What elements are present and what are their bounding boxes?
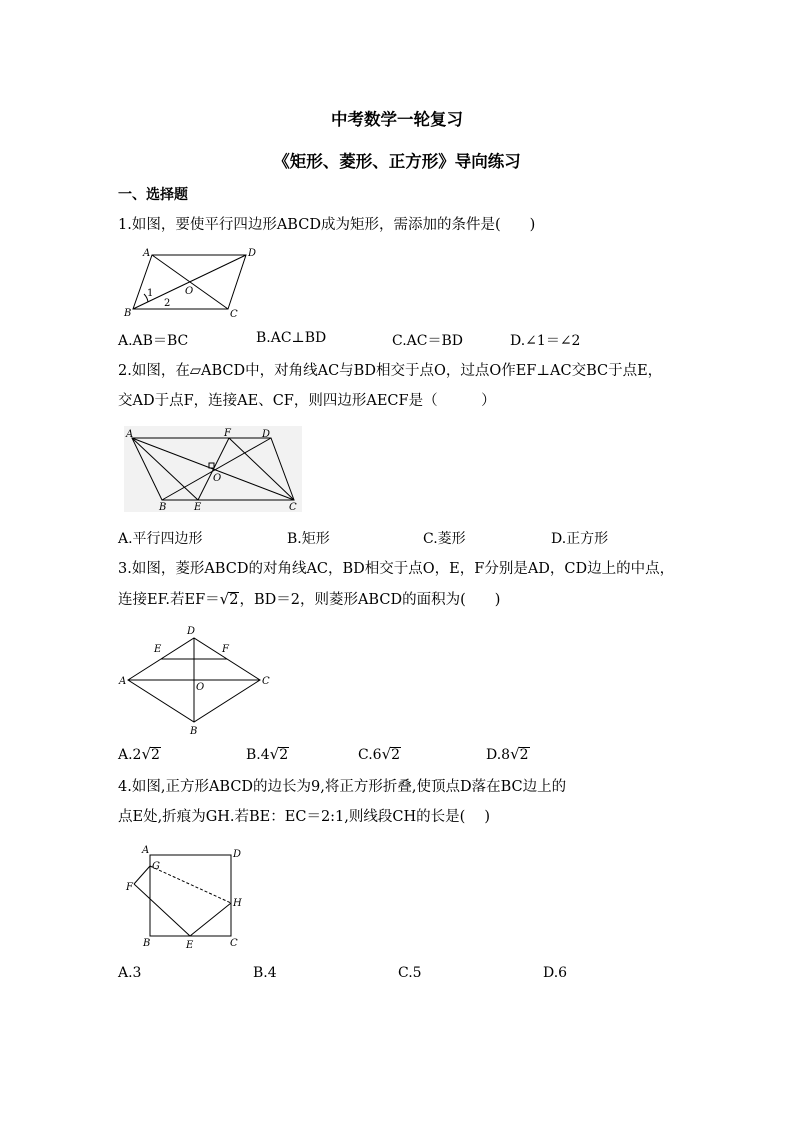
label-f: F — [224, 428, 231, 439]
label-a: A — [142, 845, 150, 856]
page-title: 中考数学一轮复习 — [331, 110, 463, 129]
segment-eh — [190, 903, 231, 936]
label-c: C — [230, 309, 238, 320]
label-h: H — [233, 898, 242, 909]
q3-line-2-end: ，BD＝2，则菱形ABCD的面积为( ) — [239, 592, 501, 608]
question-4-figure — [118, 842, 248, 954]
question-3-figure — [118, 624, 278, 736]
square-abcd — [150, 855, 231, 936]
label-c: C — [230, 938, 238, 949]
label-d: D — [248, 248, 257, 259]
label-e: E — [154, 644, 162, 655]
q4-option-d: D.6 — [543, 965, 568, 981]
question-4-line-2: 点E处,折痕为GH.若BE：EC＝2:1,则线段CH的长是( ) — [118, 809, 491, 825]
label-d: D — [262, 429, 271, 440]
q2-option-b: B.矩形 — [287, 531, 330, 547]
label-b: B — [143, 938, 151, 949]
q4-option-a: A.3 — [118, 965, 142, 981]
label-a: A — [119, 676, 127, 687]
label-b: B — [159, 502, 167, 513]
diagonal-bd — [133, 255, 246, 309]
question-3-line-2 — [118, 590, 500, 609]
q3-option-b-prefix: B.4 — [246, 747, 270, 763]
q1-option-d: D.∠1＝∠2 — [510, 333, 581, 349]
q3-option-b — [246, 745, 289, 763]
q3-option-b-radicand: 2 — [279, 747, 289, 763]
q3-option-d — [486, 745, 530, 763]
label-o: O — [196, 682, 205, 693]
page-subtitle: 《矩形、菱形、正方形》导向练习 — [273, 152, 521, 171]
label-1: 1 — [147, 288, 154, 299]
label-a: A — [126, 429, 134, 440]
segment-fe — [134, 884, 190, 936]
label-b: B — [190, 726, 198, 737]
q3-option-a-radicand: 2 — [151, 747, 160, 763]
question-4-line-1: 4.如图,正方形ABCD的边长为9,将正方形折叠,使顶点D落在BC边上的 — [118, 779, 567, 795]
label-d: D — [187, 626, 196, 637]
q4-option-b: B.4 — [253, 965, 277, 981]
label-e: E — [186, 940, 194, 951]
label-e: E — [194, 502, 202, 513]
q3-option-a-prefix: A.2 — [118, 747, 142, 763]
q1-option-a: A.AB＝BC — [118, 333, 189, 349]
question-3-line-1: 3.如图，菱形ABCD的对角线AC，BD相交于点O，E，F分别是AD，CD边上的中点， — [118, 561, 675, 577]
q3-option-d-radicand: 2 — [519, 747, 529, 763]
sqrt-symbol: √ — [141, 745, 152, 763]
label-b: B — [124, 308, 132, 319]
section-heading: 一、选择题 — [118, 187, 188, 203]
q1-option-c: C.AC＝BD — [392, 333, 463, 349]
q3-option-d-prefix: D.8 — [486, 747, 511, 763]
question-2-line-2: 交AD于点F，连接AE、CF，则四边形AECF是（ ） — [118, 393, 496, 409]
q3-option-c — [358, 745, 401, 763]
fold-line-gh — [150, 866, 231, 903]
question-1-text: 1.如图，要使平行四边形ABCD成为矩形，需添加的条件是( ) — [118, 217, 536, 233]
sqrt-radicand: 2 — [229, 592, 239, 608]
label-f: F — [222, 644, 229, 655]
q3-option-c-prefix: C.6 — [358, 747, 382, 763]
label-c: C — [262, 676, 270, 687]
label-g: G — [152, 861, 160, 872]
q4-option-c: C.5 — [398, 965, 422, 981]
sqrt-symbol: √ — [381, 745, 392, 763]
q2-option-a: A.平行四边形 — [118, 531, 203, 547]
q3-option-a — [118, 745, 161, 763]
label-f: F — [126, 882, 133, 893]
q2-option-d: D.正方形 — [551, 531, 609, 547]
q3-option-c-radicand: 2 — [391, 747, 401, 763]
sqrt-symbol: √ — [510, 745, 520, 763]
segment-fg — [134, 866, 150, 884]
q2-option-c: C.菱形 — [423, 531, 466, 547]
q1-option-b: B.AC⊥BD — [256, 330, 327, 346]
q3-line-2-start: 连接EF.若EF＝ — [118, 592, 220, 608]
question-1-figure — [118, 244, 268, 324]
sqrt-symbol: √ — [219, 590, 230, 608]
label-d: D — [233, 849, 242, 860]
question-2-figure — [118, 424, 308, 516]
label-2: 2 — [164, 298, 171, 309]
label-a: A — [143, 248, 151, 259]
label-o: O — [185, 286, 194, 297]
label-c: C — [289, 502, 297, 513]
sqrt-symbol: √ — [269, 745, 280, 763]
question-2-line-1: 2.如图，在▱ABCD中，对角线AC与BD相交于点O，过点O作EF⊥AC交BC于点E， — [118, 363, 663, 379]
label-o: O — [213, 473, 222, 484]
